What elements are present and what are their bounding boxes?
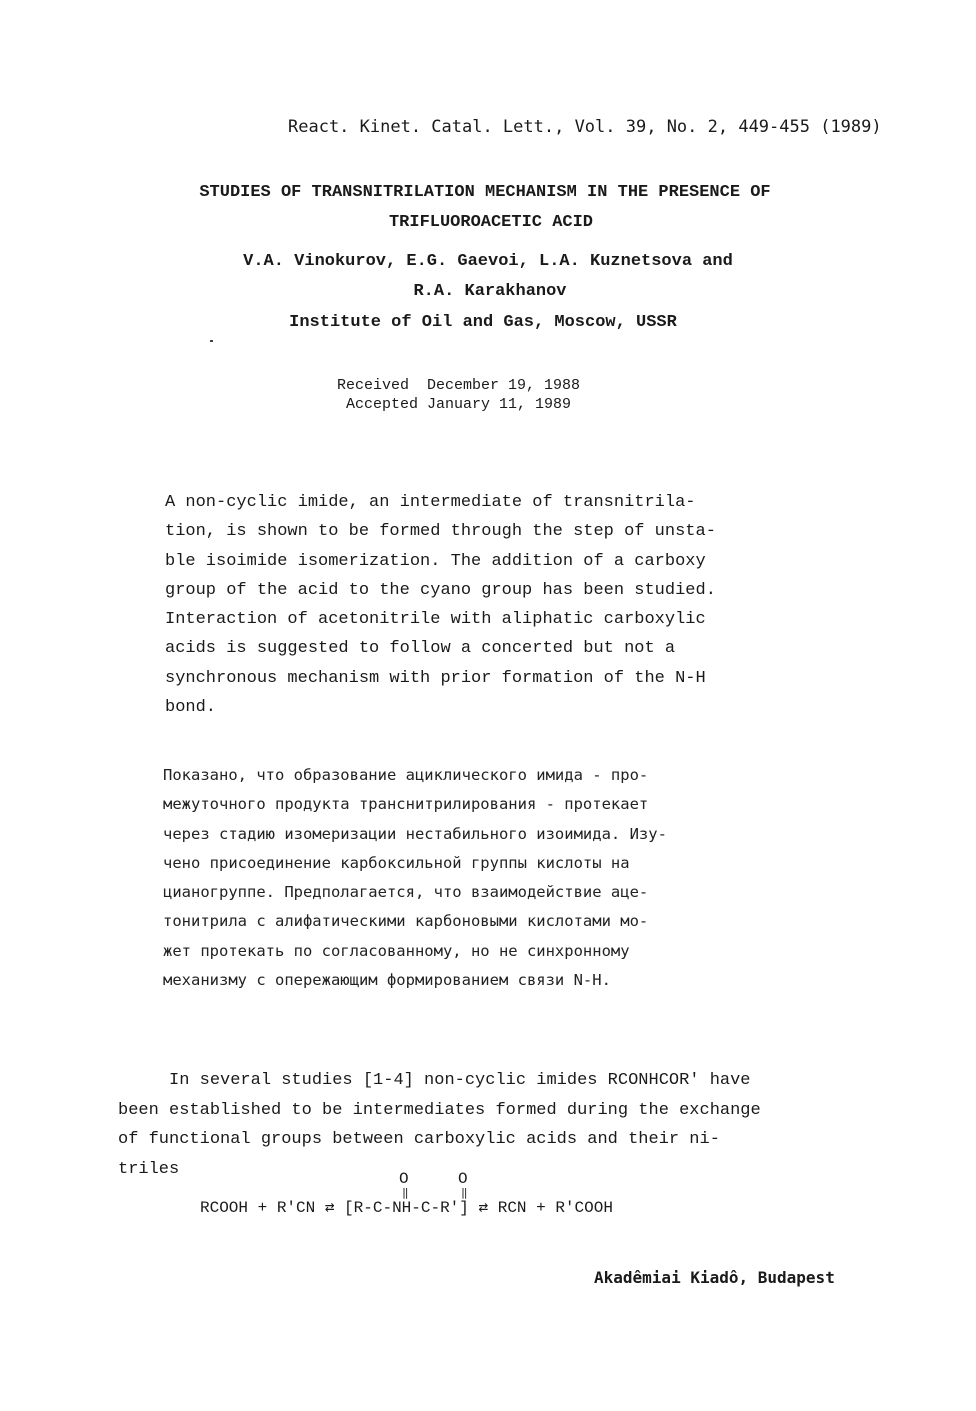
abstract-ru-line: жет протекать по согласованному, но не синхронному [163, 941, 630, 960]
abstract-en-line: ble isoimide isomerization. The addition of a carboxy [165, 551, 706, 571]
body-paragraph [118, 1066, 761, 1184]
abstract-ru-line: через стадию изомеризации нестабильного изоимида. Изу- [163, 824, 667, 843]
carbonyl-oxygen-2: O [458, 1170, 468, 1188]
abstract-en-line: acids is suggested to follow a concerted but not a [165, 639, 676, 659]
abstract-english [165, 488, 716, 722]
submission-dates [337, 376, 580, 414]
double-bond-2: ‖ [461, 1188, 468, 1200]
carbonyl-oxygen-1: O [399, 1170, 409, 1188]
scan-speck [210, 340, 213, 342]
abstract-en-line: synchronous mechanism with prior formation of the N-H [165, 668, 706, 688]
abstract-ru-line: механизму с опережающим формированием связи N-H. [163, 971, 611, 990]
abstract-ru-line: тонитрила с алифатическими карбоновыми кислотами мо- [163, 912, 649, 931]
body-line: In several studies [1-4] non-cyclic imides RCONHCOR' have [118, 1071, 751, 1090]
abstract-en-line: A non-cyclic imide, an intermediate of transnitrila- [165, 493, 696, 512]
abstract-russian [163, 761, 667, 995]
publisher-footer: Akadêmiai Kiadô, Budapest [594, 1268, 835, 1287]
paper-title-line-2: TRIFLUOROACETIC ACID [388, 213, 594, 232]
abstract-ru-line: межуточного продукта транснитрилирования - протекает [163, 795, 649, 814]
accepted-date: Accepted January 11, 1989 [337, 396, 572, 413]
abstract-ru-line: Показано, что образование ациклического имида - про- [163, 766, 649, 784]
body-line: of functional groups between carboxylic acids and their ni- [118, 1130, 720, 1149]
received-date: Received December 19, 1988 [337, 377, 581, 394]
authors-line-1: V.A. Vinokurov, E.G. Gaevoi, L.A. Kuznetsova and [243, 252, 733, 271]
abstract-en-line: Interaction of acetonitrile with aliphatic carboxylic [165, 610, 706, 630]
abstract-en-line: bond. [165, 698, 217, 718]
abstract-en-line: tion, is shown to be formed through the step of unsta- [165, 522, 716, 542]
affiliation: Institute of Oil and Gas, Moscow, USSR [289, 313, 677, 332]
body-line: been established to be intermediates formed during the exchange [118, 1100, 761, 1120]
double-bond-1: ‖ [402, 1188, 409, 1200]
paper-title-line-1: STUDIES OF TRANSNITRILATION MECHANISM IN THE PRESENCE OF [199, 183, 771, 202]
abstract-ru-line: чено присоединение карбоксильной группы кислоты на [163, 853, 630, 872]
abstract-en-line: group of the acid to the cyano group has been studied. [165, 580, 716, 600]
abstract-ru-line: цианогруппе. Предполагается, что взаимодействие аце- [163, 883, 649, 902]
reaction-equation: RCOOH + R'CN ⇄ [R-C-NH-C-R'] ⇄ RCN + R'COOH [200, 1199, 613, 1217]
body-line: triles [118, 1159, 180, 1179]
authors-line-2: R.A. Karakhanov [413, 282, 567, 301]
journal-reference: React. Kinet. Catal. Lett., Vol. 39, No. 2, 449-455 (1989) [288, 117, 882, 137]
